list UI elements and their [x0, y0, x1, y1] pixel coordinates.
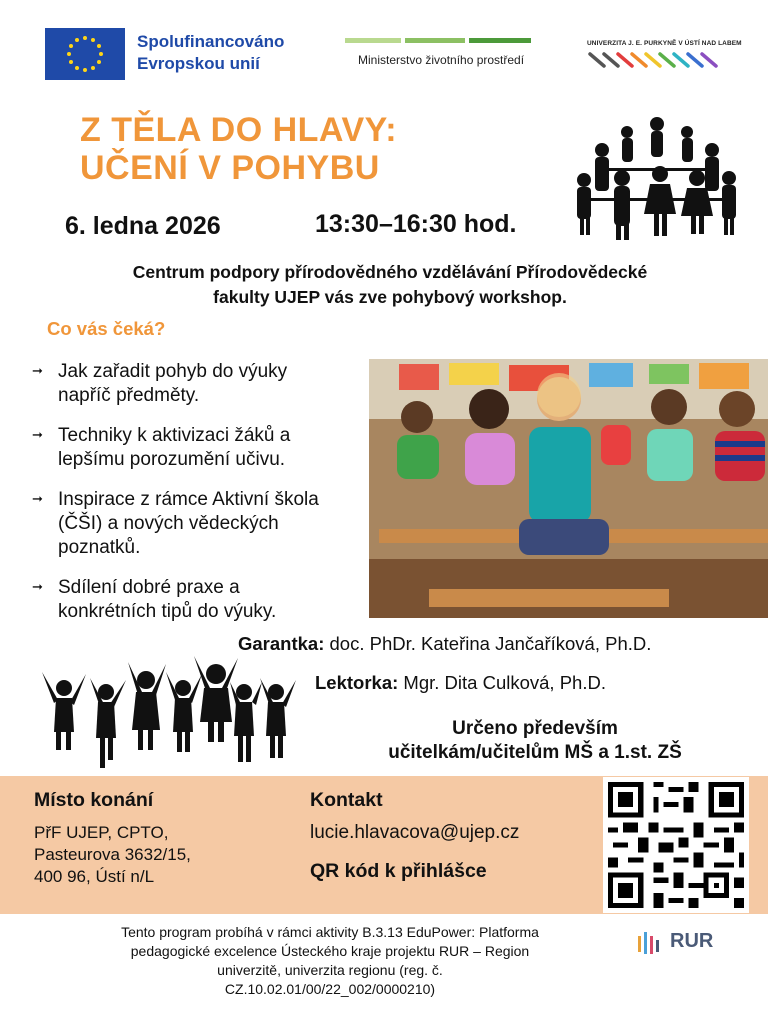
eu-text-line2: Evropskou unií	[137, 54, 260, 73]
bullet-line: Sdílení dobré praxe a	[58, 577, 240, 598]
children-circle-silhouette-icon	[572, 112, 742, 242]
eu-cofinancing-text	[137, 31, 284, 75]
venue-line: 400 96, Ústí n/L	[34, 867, 155, 886]
lecturer-name: Mgr. Dita Culková, Ph.D.	[398, 672, 606, 693]
list-item	[30, 424, 370, 472]
venue-heading: Místo konání	[34, 789, 154, 811]
event-title	[80, 111, 397, 187]
lecturer-line	[315, 672, 606, 694]
event-time: 13:30–16:30 hod.	[315, 210, 517, 238]
list-item	[30, 360, 370, 408]
bullet-line: lepšímu porozumění učivu.	[58, 449, 286, 470]
what-awaits-heading: Co vás čeká?	[47, 318, 166, 339]
target-audience	[300, 717, 768, 765]
rur-logo-text: RUR	[670, 930, 714, 952]
classroom-meditation-photo	[369, 359, 768, 618]
bullet-line: Jak zařadit pohyb do výuky	[58, 361, 288, 382]
audience-line1: Určeno především	[452, 718, 618, 739]
title-line1: Z TĚLA DO HLAVY:	[80, 111, 398, 149]
audience-line2: učitelkám/učitelům MŠ a 1.st. ZŠ	[388, 742, 682, 763]
venue-address	[34, 822, 191, 888]
venue-line: PřF UJEP, CPTO,	[34, 823, 169, 842]
guarantor-label: Garantka:	[238, 633, 325, 654]
footer-line: univerzitě, univerzita regionu (reg. č.	[217, 962, 443, 978]
bullet-line: napříč předměty.	[58, 385, 200, 406]
eu-flag-icon	[45, 28, 125, 80]
bullet-line: konkrétních tipů do výuky.	[58, 601, 277, 622]
footer-line: Tento program probíhá v rámci aktivity B.3.13 EduPower: Platforma	[121, 924, 539, 940]
bullet-line: Techniky k aktivizaci žáků a	[58, 425, 291, 446]
bullet-line: Inspirace z rámce Aktivní škola	[58, 489, 319, 510]
bullet-line: (ČŠI) a nových vědeckých	[58, 513, 279, 534]
lecturer-label: Lektorka:	[315, 672, 399, 693]
guarantor-name: doc. PhDr. Kateřina Jančaříková, Ph.D.	[324, 633, 652, 654]
arrow-bullet-icon: ➞	[32, 579, 43, 594]
intro-text	[40, 260, 740, 310]
arrow-bullet-icon: ➞	[32, 491, 43, 506]
arrow-bullet-icon: ➞	[32, 363, 43, 378]
footer-line: CZ.10.02.01/00/22_002/0000210)	[224, 981, 436, 997]
list-item	[30, 576, 370, 624]
qr-heading: QR kód k přihlášce	[310, 860, 487, 882]
contact-email[interactable]: lucie.hlavacova@ujep.cz	[310, 822, 520, 843]
program-bullet-list	[30, 360, 370, 640]
contact-heading: Kontakt	[310, 789, 383, 811]
jumping-children-silhouette-icon	[38, 652, 300, 774]
title-line2: UČENÍ V POHYBU	[80, 149, 380, 187]
ministry-logo-bars	[345, 38, 531, 44]
eu-text-line1: Spolufinancováno	[137, 32, 285, 51]
university-logo-stripes	[588, 50, 718, 70]
arrow-bullet-icon: ➞	[32, 427, 43, 442]
qr-code-icon[interactable]	[603, 777, 749, 913]
university-logo-text: UNIVERZITA J. E. PURKYNĚ V ÚSTÍ NAD LABEM	[587, 40, 742, 47]
event-date: 6. ledna 2026	[65, 212, 221, 240]
intro-line1: Centrum podpory přírodovědného vzdělávání Přírodovědecké	[132, 262, 648, 282]
list-item	[30, 488, 370, 560]
venue-line: Pasteurova 3632/15,	[34, 845, 191, 864]
footer-funding-note	[45, 923, 615, 999]
footer-line: pedagogické excelence Ústeckého kraje projektu RUR – Region	[130, 943, 530, 959]
guarantor-line	[238, 633, 651, 655]
intro-line2: fakulty UJEP vás zve pohybový workshop.	[213, 287, 567, 307]
ministry-logo-text: Ministerstvo životního prostředí	[358, 53, 525, 67]
bullet-line: poznatků.	[58, 537, 141, 558]
